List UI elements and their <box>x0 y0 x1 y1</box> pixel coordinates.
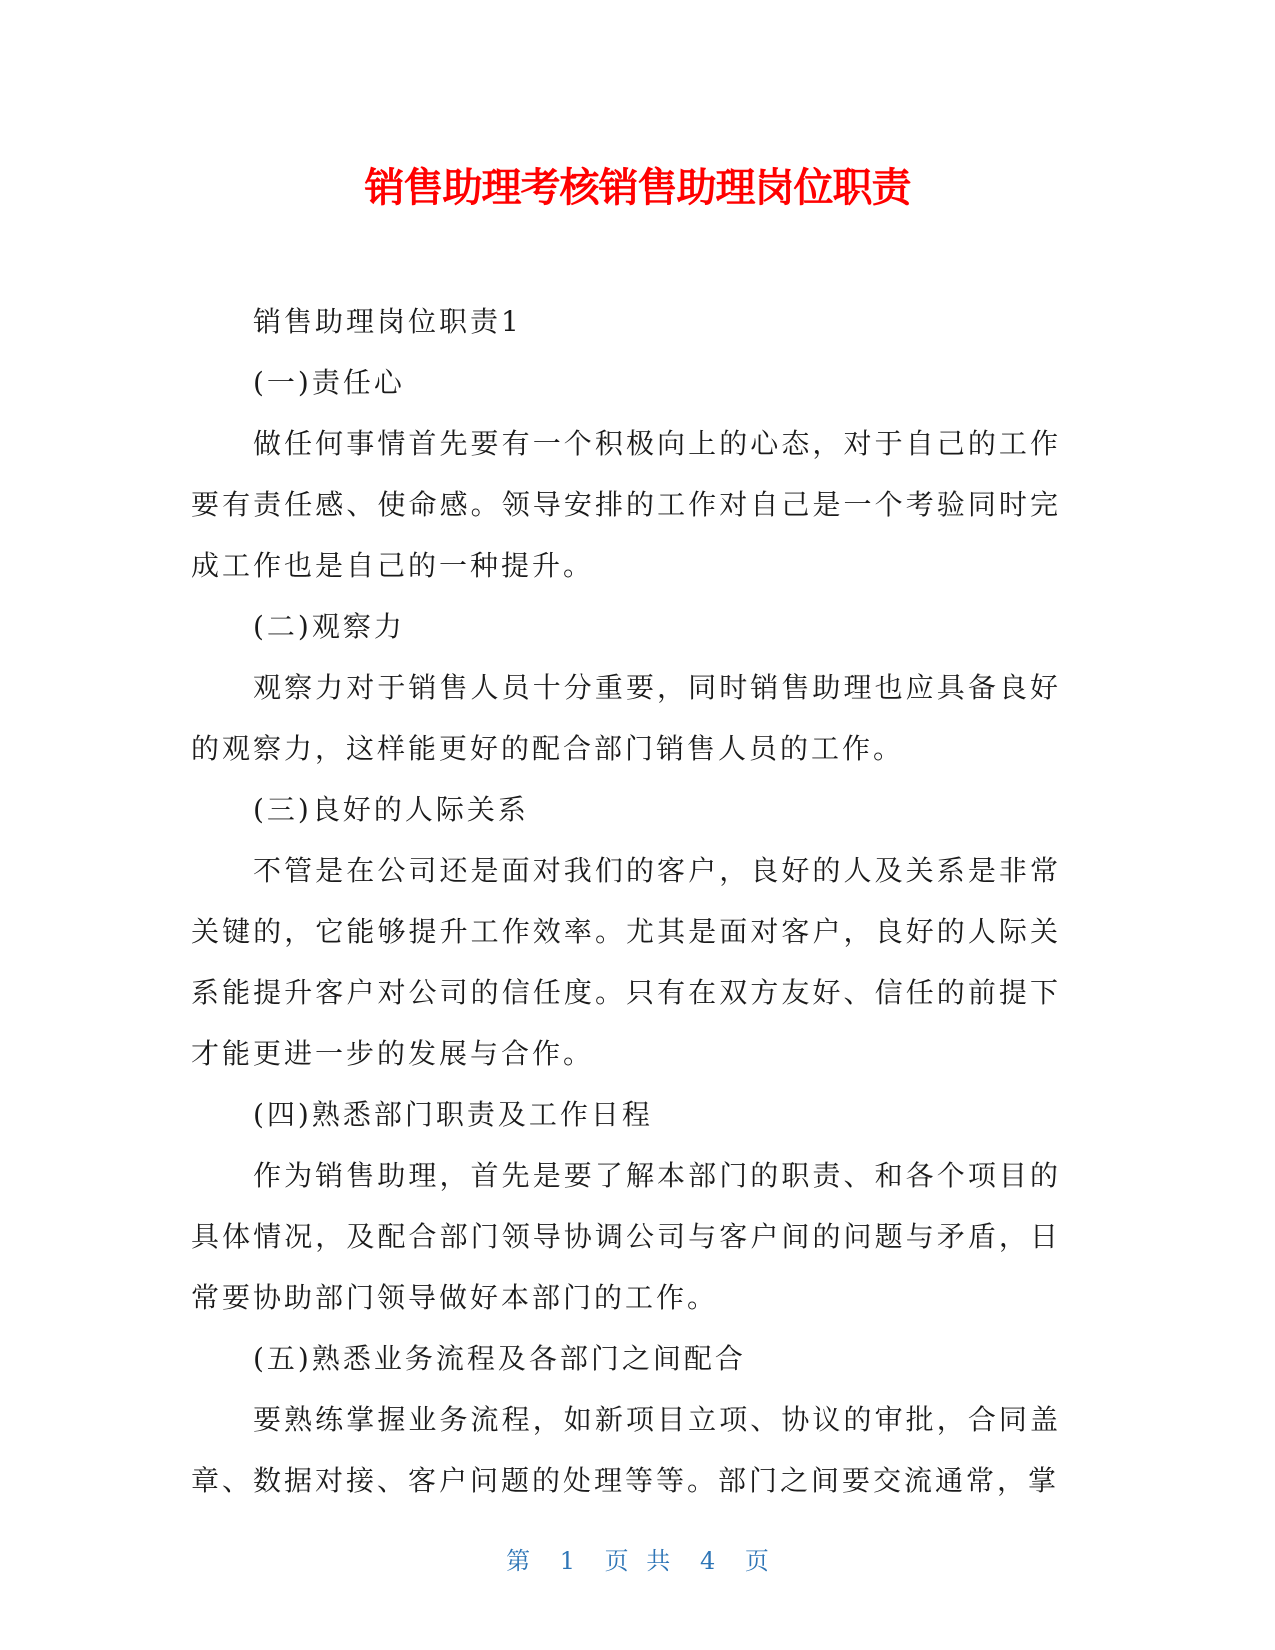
subheading: (四)熟悉部门职责及工作日程 <box>253 1098 653 1131</box>
paragraph: 做任何事情首先要有一个积极向上的心态，对于自己的工作要有责任感、使命感。领导安排的工作对自己是一个考验同时完成工作也是自己的一种提升。 <box>191 427 1061 582</box>
subheading: (二)观察力 <box>253 610 405 643</box>
paragraph: 要熟练掌握业务流程，如新项目立项、协议的审批，合同盖章、数据对接、客户问题的处理等等。部门之间要交流通常，掌 <box>191 1403 1061 1497</box>
page-current-number: 1 <box>559 1547 576 1575</box>
paragraph: 观察力对于销售人员十分重要，同时销售助理也应具备良好的观察力，这样能更好的配合部门销售人员的工作。 <box>191 671 1061 765</box>
page-label-prefix: 第 <box>506 1547 531 1575</box>
paragraph: 不管是在公司还是面对我们的客户，良好的人及关系是非常关键的，它能够提升工作效率。尤其是面对客户，良好的人际关系能提升客户对公司的信任度。只有在双方友好、信任的前提下才能更进一步的发展与合作。 <box>191 854 1061 1070</box>
document-body <box>191 291 1061 1511</box>
page-label-suffix: 页 <box>744 1547 769 1575</box>
document-title: 销售助理考核销售助理岗位职责 <box>364 165 911 211</box>
subheading: (五)熟悉业务流程及各部门之间配合 <box>253 1342 746 1375</box>
subheading: (三)良好的人际关系 <box>253 793 529 826</box>
page-footer <box>0 1544 1275 1578</box>
subheading: (一)责任心 <box>253 366 405 399</box>
page-label-mid: 页 共 <box>604 1547 671 1575</box>
section-title: 销售助理岗位职责1 <box>253 305 522 338</box>
page-total-number: 4 <box>699 1547 716 1575</box>
paragraph: 作为销售助理，首先是要了解本部门的职责、和各个项目的具体情况，及配合部门领导协调公司与客户间的问题与矛盾，日常要协助部门领导做好本部门的工作。 <box>191 1159 1061 1314</box>
